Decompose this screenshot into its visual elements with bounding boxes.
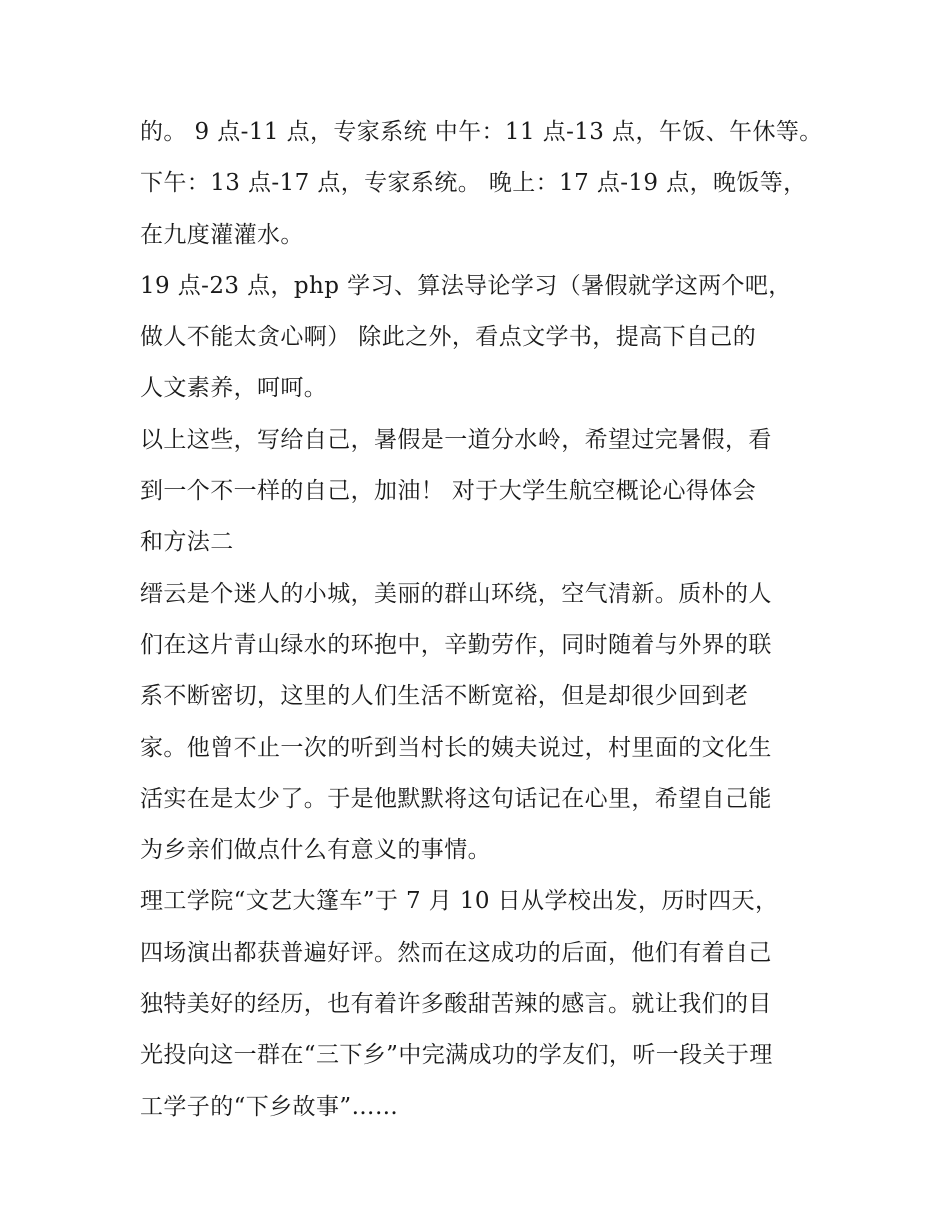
text-line: 独特美好的经历，也有着许多酸甜苦辣的感言。就让我们的目	[140, 991, 772, 1018]
document-body	[140, 107, 823, 1133]
text-line: 以上这些，写给自己，暑假是一道分水岭，希望过完暑假，看	[140, 426, 772, 453]
text-line: 的。 9 点-11 点，专家系统 中午：11 点-13 点，午饭、午休等。	[140, 119, 823, 145]
text-line: 四场演出都获普遍好评。然而在这成功的后面，他们有着自己	[140, 939, 772, 966]
text-line: 下午：13 点-17 点，专家系统。 晚上：17 点-19 点，晚饭等，	[140, 170, 807, 197]
text-line: 在九度灌灌水。	[140, 221, 304, 248]
text-line: 们在这片青山绿水的环抱中，辛勤劳作，同时随着与外界的联	[140, 631, 772, 658]
text-line: 工学子的“下乡故事”……	[140, 1093, 399, 1120]
text-line: 光投向这一群在“三下乡”中完满成功的学友们，听一段关于理	[140, 1042, 773, 1069]
text-line: 和方法二	[140, 529, 234, 556]
text-line: 做人不能太贪心啊） 除此之外，看点文学书，提高下自己的	[140, 324, 757, 351]
text-line: 为乡亲们做点什么有意义的事情。	[140, 837, 491, 864]
text-line: 19 点-23 点，php 学习、算法导论学习（暑假就学这两个吧，	[140, 272, 792, 299]
text-line: 活实在是太少了。于是他默默将这句话记在心里，希望自己能	[140, 785, 772, 812]
text-line: 缙云是个迷人的小城，美丽的群山环绕，空气清新。质朴的人	[140, 580, 772, 607]
text-line: 到一个不一样的自己，加油！ 对于大学生航空概论心得体会	[140, 478, 757, 505]
text-line: 家。他曾不止一次的听到当村长的姨夫说过，村里面的文化生	[140, 734, 772, 761]
text-line: 系不断密切，这里的人们生活不断宽裕，但是却很少回到老	[140, 683, 749, 710]
text-line: 理工学院“文艺大篷车”于 7 月 10 日从学校出发，历时四天，	[140, 888, 779, 915]
text-line: 人文素养，呵呵。	[140, 375, 328, 402]
